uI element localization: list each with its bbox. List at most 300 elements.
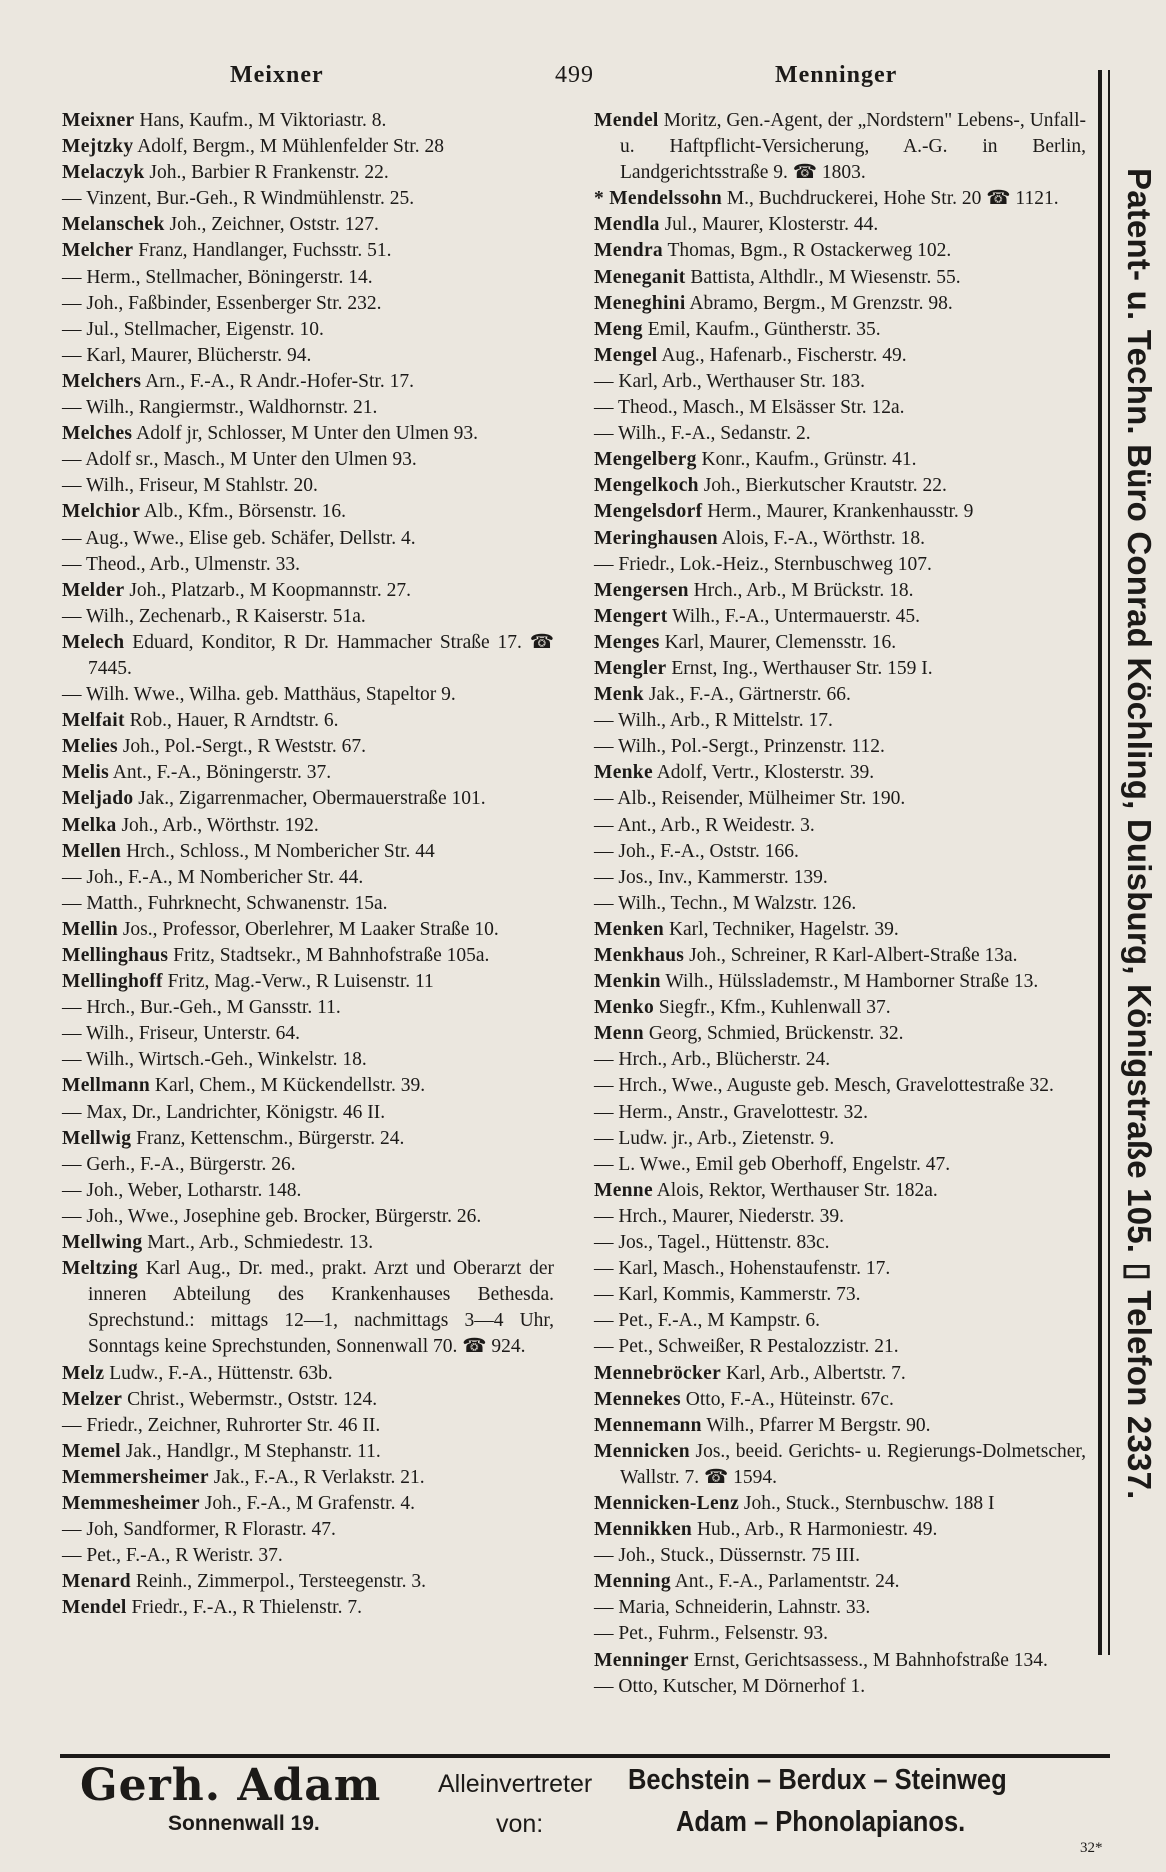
ditto-dash: — — [594, 397, 614, 419]
footer-brands-line1: Bechstein – Berdux – Steinweg — [628, 1764, 1007, 1796]
entry-details: Alois, Rektor, Werthauser Str. 182a. — [656, 1179, 938, 1201]
entry-surname: Melcher — [62, 240, 134, 262]
directory-entry — [594, 473, 1086, 499]
ditto-dash: — — [594, 710, 614, 732]
entry-details: Adolf, Vertr., Klosterstr. 39. — [656, 762, 875, 784]
directory-entry — [594, 1256, 1086, 1282]
ditto-dash: — — [594, 1258, 614, 1280]
ditto-dash: — — [594, 1284, 614, 1306]
entry-details: Joh., Stuck., Sternbuschw. 188 I — [743, 1492, 995, 1514]
entry-details: Karl, Maurer, Blücherstr. 94. — [86, 344, 312, 366]
entry-details: Konr., Kaufm., Grünstr. 41. — [701, 449, 917, 471]
entry-surname: Melder — [62, 579, 125, 601]
ditto-dash: — — [62, 188, 82, 210]
entry-details: Wilh., Pfarrer M Bergstr. 90. — [706, 1414, 931, 1436]
ditto-dash: — — [62, 475, 82, 497]
directory-entry — [594, 526, 1086, 552]
directory-entry — [594, 917, 1086, 943]
directory-entry — [594, 212, 1086, 238]
entry-details: Joh., Pol.-Sergt., R Weststr. 67. — [122, 736, 366, 758]
running-head-left: Meixner — [230, 62, 324, 88]
entry-surname: Menken — [594, 918, 665, 940]
ditto-dash: — — [62, 1101, 82, 1123]
entry-surname: Melka — [62, 814, 117, 836]
directory-entry — [594, 238, 1086, 264]
directory-entry — [62, 1204, 554, 1230]
ditto-dash: — — [594, 1623, 614, 1645]
entry-details: Hrch., Arb., M Brückstr. 18. — [693, 579, 914, 601]
entry-details: Joh., F.-A., M Nombericher Str. 44. — [86, 866, 364, 888]
ditto-dash: — — [62, 1545, 82, 1567]
entry-details: Hans, Kaufm., M Viktoriastr. 8. — [139, 110, 387, 131]
entry-details: Abramo, Bergm., M Grenzstr. 98. — [689, 292, 953, 314]
directory-entry — [62, 134, 554, 160]
entry-details: Karl, Arb., Werthauser Str. 183. — [618, 370, 866, 392]
entry-details: Wilh., F.-A., Sedanstr. 2. — [618, 423, 811, 445]
ditto-dash: — — [62, 892, 82, 914]
entry-details: Herm., Anstr., Gravelottestr. 32. — [618, 1101, 869, 1123]
entry-details: Joh., F.-A., Oststr. 166. — [618, 840, 799, 862]
directory-entry — [594, 604, 1086, 630]
entry-surname: Mendla — [594, 214, 660, 236]
entry-surname: Menk — [594, 684, 644, 706]
left-column — [62, 108, 554, 1621]
entry-details: Joh., Bierkutscher Krautstr. 22. — [703, 475, 947, 497]
entry-details: Georg, Schmied, Brückenstr. 32. — [648, 1023, 904, 1045]
entry-details: Jak., F.-A., R Verlakstr. 21. — [213, 1466, 425, 1488]
directory-entry — [62, 708, 554, 734]
directory-entry — [594, 682, 1086, 708]
side-rule-thin — [1108, 70, 1110, 1655]
entry-surname: Meixner — [62, 110, 135, 131]
directory-entry — [594, 1648, 1086, 1674]
directory-entry — [594, 1152, 1086, 1178]
directory-entry — [62, 1073, 554, 1099]
directory-entry — [62, 943, 554, 969]
directory-entry — [62, 473, 554, 499]
directory-entry — [62, 734, 554, 760]
entry-details: M., Buchdruckerei, Hohe Str. 20 ☎ 1121. — [726, 188, 1059, 210]
entry-details: Herm., Stellmacher, Böningerstr. 14. — [86, 266, 373, 288]
entry-details: Wilh., Wirtsch.-Geh., Winkelstr. 18. — [86, 1049, 367, 1071]
directory-entry — [62, 526, 554, 552]
entry-surname: Mellinghaus — [62, 945, 169, 966]
directory-entry — [594, 734, 1086, 760]
entry-details: Maria, Schneiderin, Lahnstr. 33. — [618, 1597, 871, 1619]
entry-details: Ernst, Ing., Werthauser Str. 159 I. — [671, 657, 933, 679]
entry-details: Wilh., Rangiermstr., Waldhornstr. 21. — [86, 397, 378, 419]
entry-surname: Menkin — [594, 971, 661, 993]
entry-surname: * Mendelssohn — [594, 188, 722, 210]
ditto-dash: — — [62, 605, 82, 627]
directory-entry — [594, 1387, 1086, 1413]
directory-entry — [594, 421, 1086, 447]
entry-details: Hrch., Maurer, Niederstr. 39. — [618, 1205, 844, 1227]
ditto-dash: — — [594, 1127, 614, 1149]
entry-details: Theod., Masch., M Elsässer Str. 12a. — [618, 397, 905, 419]
directory-entry — [62, 1465, 554, 1491]
ditto-dash: — — [62, 292, 82, 314]
ditto-dash: — — [594, 1310, 614, 1332]
directory-entry — [594, 1439, 1086, 1491]
entry-details: Matth., Fuhrknecht, Schwanenstr. 15a. — [86, 892, 388, 914]
entry-details: Jul., Maurer, Klosterstr. 44. — [664, 214, 879, 236]
directory-entry — [62, 552, 554, 578]
entry-surname: Mengelsdorf — [594, 501, 703, 523]
entry-surname: Mendel — [62, 1597, 127, 1619]
directory-entry — [594, 839, 1086, 865]
entry-details: Franz, Handlanger, Fuchsstr. 51. — [138, 240, 392, 262]
entry-details: Karl, Maurer, Clemensstr. 16. — [664, 631, 897, 653]
entry-surname: Memmesheimer — [62, 1492, 200, 1514]
directory-entry — [62, 682, 554, 708]
entry-surname: Melech — [62, 631, 125, 653]
entry-details: Karl, Chem., M Kückendellstr. 39. — [154, 1075, 426, 1097]
directory-entry — [62, 291, 554, 317]
entry-details: Ant., F.-A., Parlamentstr. 24. — [674, 1571, 900, 1593]
directory-entry — [62, 1100, 554, 1126]
entry-details: Otto, Kutscher, M Dörnerhof 1. — [618, 1675, 866, 1697]
directory-entry — [62, 578, 554, 604]
footer-alleinvertreter: Alleinvertreter — [438, 1770, 593, 1798]
directory-entry — [594, 1334, 1086, 1360]
entry-details: Vinzent, Bur.-Geh., R Windmühlenstr. 25. — [86, 188, 415, 210]
directory-entry — [62, 1413, 554, 1439]
entry-details: Jos., Professor, Oberlehrer, M Laaker Straße 10. — [122, 918, 499, 940]
entry-details: Joh., Zeichner, Oststr. 127. — [169, 214, 379, 236]
directory-entry — [62, 343, 554, 369]
entry-surname: Meringhausen — [594, 527, 718, 549]
entry-details: Wilh., Hülsslademstr., M Hamborner Straße 13. — [665, 971, 1039, 993]
page-number: 499 — [555, 62, 594, 88]
entry-details: Emil, Kaufm., Güntherstr. 35. — [647, 318, 881, 340]
entry-details: Moritz, Gen.-Agent, der „Nordstern" Lebens-, Unfall- u. Haftpflicht-Versicherung, A.-G. in Berlin, Landgerichtsstraße 9. ☎ 1803. — [620, 110, 1087, 184]
entry-surname: Melanschek — [62, 214, 165, 236]
entry-details: Karl, Masch., Hohenstaufenstr. 17. — [618, 1258, 891, 1280]
directory-entry — [594, 1517, 1086, 1543]
entry-surname: Meneganit — [594, 266, 686, 288]
entry-surname: Mengelberg — [594, 449, 697, 471]
entry-surname: Mellin — [62, 918, 118, 940]
entry-surname: Mengelkoch — [594, 475, 699, 497]
entry-surname: Mendel — [594, 110, 659, 131]
directory-entry — [594, 1021, 1086, 1047]
entry-details: Karl Aug., Dr. med., prakt. Arzt und Oberarzt der inneren Abteilung des Krankenhauses Bethesda. Sprechstund.: mittags 12—1, nachmittags 3—4 Uhr, Sonntags keine Sprechstunden, Sonnenwall 70. ☎ 924. — [88, 1258, 555, 1358]
entry-details: Max, Dr., Landrichter, Königstr. 46 II. — [86, 1101, 386, 1123]
directory-entry — [62, 1021, 554, 1047]
entry-surname: Meneghini — [594, 292, 686, 314]
entry-details: Fritz, Mag.-Verw., R Luisenstr. 11 — [167, 971, 434, 993]
directory-entry — [62, 160, 554, 186]
directory-entry — [62, 1439, 554, 1465]
entry-details: Joh., Arb., Wörthstr. 192. — [121, 814, 319, 836]
ditto-dash: — — [62, 1179, 82, 1201]
directory-entry — [62, 1387, 554, 1413]
entry-details: Otto, F.-A., Hüteinstr. 67c. — [685, 1388, 894, 1410]
entry-surname: Melaczyk — [62, 162, 145, 184]
entry-surname: Meltzing — [62, 1258, 139, 1280]
directory-entry — [594, 943, 1086, 969]
entry-details: Joh., Stuck., Düssernstr. 75 III. — [618, 1545, 860, 1567]
entry-surname: Meng — [594, 318, 643, 340]
entry-surname: Mellwig — [62, 1127, 132, 1149]
entry-details: Wilh., Arb., R Mittelstr. 17. — [618, 710, 833, 732]
entry-details: Siegfr., Kfm., Kuhlenwall 37. — [658, 997, 891, 1019]
directory-entry — [594, 865, 1086, 891]
entry-details: Hub., Arb., R Harmoniestr. 49. — [696, 1519, 938, 1541]
directory-entry — [62, 1256, 554, 1360]
entry-details: Joh., Platzarb., M Koopmannstr. 27. — [129, 579, 411, 601]
entry-surname: Mellen — [62, 840, 122, 862]
entry-details: Alb., Reisender, Mülheimer Str. 190. — [617, 788, 906, 810]
ditto-dash: — — [62, 344, 82, 366]
directory-entry — [594, 552, 1086, 578]
ditto-dash: — — [594, 866, 614, 888]
ditto-dash: — — [62, 684, 82, 706]
directory-entry — [594, 1569, 1086, 1595]
directory-entry — [594, 786, 1086, 812]
entry-surname: Melis — [62, 762, 109, 784]
directory-entry — [62, 369, 554, 395]
entry-details: Ant., Arb., R Weidestr. 3. — [617, 814, 815, 836]
ditto-dash: — — [62, 1023, 82, 1045]
entry-surname: Menko — [594, 997, 654, 1019]
ditto-dash: — — [62, 266, 82, 288]
entry-details: Rob., Hauer, R Arndtstr. 6. — [129, 710, 339, 732]
entry-details: Adolf, Bergm., M Mühlenfelder Str. 28 — [137, 136, 444, 158]
directory-entry — [62, 1517, 554, 1543]
entry-details: Jul., Stellmacher, Eigenstr. 10. — [86, 318, 324, 340]
ditto-dash: — — [594, 1075, 614, 1097]
ditto-dash: — — [594, 788, 614, 810]
entry-details: Friedr., Zeichner, Ruhrorter Str. 46 II. — [86, 1414, 381, 1436]
entry-details: Joh., Schreiner, R Karl-Albert-Straße 13a. — [689, 945, 1018, 966]
entry-surname: Memmersheimer — [62, 1466, 209, 1488]
directory-entry — [594, 1204, 1086, 1230]
entry-surname: Menninger — [594, 1649, 689, 1671]
directory-entry — [62, 604, 554, 630]
directory-entry — [594, 1308, 1086, 1334]
entry-details: Herm., Maurer, Krankenhausstr. 9 — [707, 501, 974, 523]
entry-details: Aug., Wwe., Elise geb. Schäfer, Dellstr. 4. — [85, 527, 416, 549]
entry-details: Reinh., Zimmerpol., Tersteegenstr. 3. — [135, 1571, 427, 1593]
directory-entry — [62, 1230, 554, 1256]
directory-entry — [62, 1152, 554, 1178]
entry-details: Thomas, Bgm., R Ostackerweg 102. — [667, 240, 952, 262]
ditto-dash: — — [594, 1336, 614, 1358]
directory-entry — [62, 1569, 554, 1595]
entry-details: L. Wwe., Emil geb Oberhoff, Engelstr. 47. — [618, 1153, 951, 1175]
entry-details: Joh., Barbier R Frankenstr. 22. — [149, 162, 389, 184]
entry-details: Friedr., F.-A., R Thielenstr. 7. — [131, 1597, 362, 1619]
directory-entry — [62, 1595, 554, 1621]
directory-entry — [62, 1361, 554, 1387]
footer-address: Sonnenwall 19. — [168, 1812, 320, 1835]
ditto-dash: — — [594, 1153, 614, 1175]
directory-entry — [62, 395, 554, 421]
entry-details: Wilh., Techn., M Walzstr. 126. — [618, 892, 857, 914]
entry-surname: Menges — [594, 631, 660, 653]
entry-details: Ernst, Gerichtsassess., M Bahnhofstraße 134. — [693, 1649, 1048, 1671]
ditto-dash: — — [62, 1153, 82, 1175]
directory-entry — [62, 447, 554, 473]
directory-entry — [594, 1126, 1086, 1152]
entry-details: Adolf sr., Masch., M Unter den Ulmen 93. — [85, 449, 417, 471]
directory-entry — [62, 421, 554, 447]
entry-surname: Mennicken-Lenz — [594, 1492, 740, 1514]
directory-entry — [594, 1047, 1086, 1073]
directory-entry — [62, 760, 554, 786]
entry-details: Alb., Kfm., Börsenstr. 16. — [144, 501, 347, 523]
entry-details: Battista, Althdlr., M Wiesenstr. 55. — [690, 266, 961, 288]
entry-surname: Menn — [594, 1023, 644, 1045]
ditto-dash: — — [594, 814, 614, 836]
ditto-dash: — — [594, 1205, 614, 1227]
entry-details: Gerh., F.-A., Bürgerstr. 26. — [86, 1153, 296, 1175]
directory-entry — [594, 265, 1086, 291]
directory-entry — [62, 786, 554, 812]
directory-entry — [594, 1282, 1086, 1308]
directory-entry — [594, 447, 1086, 473]
directory-entry — [594, 1361, 1086, 1387]
entry-details: Wilh., Zechenarb., R Kaiserstr. 51a. — [86, 605, 366, 627]
entry-details: Friedr., Lok.-Heiz., Sternbuschweg 107. — [618, 553, 932, 575]
directory-entry — [594, 578, 1086, 604]
entry-surname: Mennebröcker — [594, 1362, 722, 1384]
directory-entry — [594, 1230, 1086, 1256]
ditto-dash: — — [62, 997, 82, 1019]
directory-entry — [62, 995, 554, 1021]
entry-details: Jos., Tagel., Hüttenstr. 83c. — [618, 1232, 830, 1254]
entry-surname: Mennemann — [594, 1414, 702, 1436]
directory-entry — [62, 630, 554, 682]
directory-entry — [594, 891, 1086, 917]
entry-details: Hrch., Arb., Blücherstr. 24. — [618, 1049, 831, 1071]
entry-details: Eduard, Konditor, R Dr. Hammacher Straße 17. ☎ 7445. — [88, 631, 554, 679]
directory-entry — [594, 656, 1086, 682]
ditto-dash: — — [62, 1049, 82, 1071]
ditto-dash: — — [594, 1545, 614, 1567]
entry-details: Wilh. Wwe., Wilha. geb. Matthäus, Stapeltor 9. — [86, 684, 456, 706]
entry-surname: Meljado — [62, 788, 134, 810]
entry-details: Wilh., F.-A., Untermauerstr. 45. — [672, 605, 920, 627]
entry-surname: Melches — [62, 423, 133, 445]
footer-rule — [60, 1754, 1110, 1758]
ditto-dash: — — [62, 318, 82, 340]
directory-entry — [594, 995, 1086, 1021]
entry-details: Joh., Faßbinder, Essenberger Str. 232. — [86, 292, 382, 314]
entry-surname: Mengersen — [594, 579, 689, 601]
entry-surname: Melies — [62, 736, 118, 758]
ditto-dash: — — [594, 1101, 614, 1123]
directory-entry — [594, 630, 1086, 656]
entry-details: Adolf jr, Schlosser, M Unter den Ulmen 93. — [136, 423, 478, 445]
directory-entry — [62, 238, 554, 264]
entry-surname: Mennicken — [594, 1440, 690, 1462]
ditto-dash: — — [594, 1049, 614, 1071]
ditto-dash: — — [62, 1205, 82, 1227]
directory-entry — [62, 1543, 554, 1569]
side-rule — [1098, 70, 1102, 1655]
ditto-dash: — — [62, 1519, 82, 1541]
directory-entry — [594, 1491, 1086, 1517]
entry-surname: Menning — [594, 1571, 671, 1593]
directory-entry — [62, 891, 554, 917]
directory-entry — [594, 395, 1086, 421]
entry-surname: Menne — [594, 1179, 653, 1201]
entry-surname: Melzer — [62, 1388, 123, 1410]
entry-details: Jak., F.-A., Gärtnerstr. 66. — [648, 684, 851, 706]
entry-surname: Mennikken — [594, 1519, 693, 1541]
entry-details: Ant., F.-A., Böningerstr. 37. — [112, 762, 332, 784]
entry-surname: Melchior — [62, 501, 141, 523]
ditto-dash: — — [62, 449, 82, 471]
entry-details: Ludw. jr., Arb., Zietenstr. 9. — [618, 1127, 835, 1149]
entry-surname: Mennekes — [594, 1388, 681, 1410]
ditto-dash: — — [594, 423, 614, 445]
directory-entry — [594, 708, 1086, 734]
entry-details: Fritz, Stadtsekr., M Bahnhofstraße 105a. — [173, 945, 490, 966]
ditto-dash: — — [594, 553, 614, 575]
entry-surname: Menard — [62, 1571, 131, 1593]
ditto-dash: — — [594, 736, 614, 758]
directory-entry — [62, 108, 554, 134]
entry-details: Pet., F.-A., M Kampstr. 6. — [618, 1310, 820, 1332]
entry-details: Christ., Webermstr., Oststr. 124. — [127, 1388, 378, 1410]
entry-details: Jos., Inv., Kammerstr. 139. — [618, 866, 828, 888]
directory-entry — [594, 317, 1086, 343]
entry-details: Ludw., F.-A., Hüttenstr. 63b. — [109, 1362, 333, 1384]
right-column — [594, 108, 1086, 1700]
directory-entry — [62, 813, 554, 839]
entry-details: Hrch., Schloss., M Nombericher Str. 44 — [126, 840, 435, 862]
ditto-dash: — — [594, 1675, 614, 1697]
ditto-dash: — — [62, 866, 82, 888]
directory-entry — [62, 317, 554, 343]
directory-entry — [62, 186, 554, 212]
directory-entry — [594, 1178, 1086, 1204]
directory-entry — [594, 1100, 1086, 1126]
directory-entry — [62, 865, 554, 891]
directory-entry — [594, 1543, 1086, 1569]
directory-entry — [62, 265, 554, 291]
entry-details: Joh., Weber, Lotharstr. 148. — [86, 1179, 302, 1201]
entry-surname: Mengert — [594, 605, 668, 627]
directory-entry — [594, 1595, 1086, 1621]
directory-entry — [594, 1621, 1086, 1647]
ditto-dash: — — [62, 527, 82, 549]
entry-surname: Mellwing — [62, 1232, 143, 1254]
entry-surname: Melz — [62, 1362, 105, 1384]
entry-details: Jak., Handlgr., M Stephanstr. 11. — [125, 1440, 381, 1462]
entry-details: Joh., Wwe., Josephine geb. Brocker, Bürgerstr. 26. — [86, 1205, 482, 1227]
entry-surname: Mendra — [594, 240, 663, 262]
entry-surname: Mellmann — [62, 1075, 150, 1097]
entry-surname: Mejtzky — [62, 136, 134, 158]
ditto-dash: — — [62, 553, 82, 575]
side-advertisement: Patent- u. Techn. Büro Conrad Köchling, Duisburg, Königstraße 105. ▯ Telefon 2337. — [1121, 168, 1158, 1500]
entry-details: Hrch., Wwe., Auguste geb. Mesch, Gravelottestraße 32. — [618, 1075, 1054, 1097]
entry-details: Arn., F.-A., R Andr.-Hofer-Str. 17. — [145, 370, 414, 392]
entry-surname: Memel — [62, 1440, 121, 1462]
entry-surname: Mellinghoff — [62, 971, 163, 993]
entry-details: Wilh., Pol.-Sergt., Prinzenstr. 112. — [618, 736, 885, 758]
entry-details: Pet., Fuhrm., Felsenstr. 93. — [618, 1623, 829, 1645]
ditto-dash: — — [62, 397, 82, 419]
ditto-dash: — — [594, 370, 614, 392]
directory-entry — [62, 1126, 554, 1152]
entry-details: Karl, Arb., Albertstr. 7. — [725, 1362, 906, 1384]
